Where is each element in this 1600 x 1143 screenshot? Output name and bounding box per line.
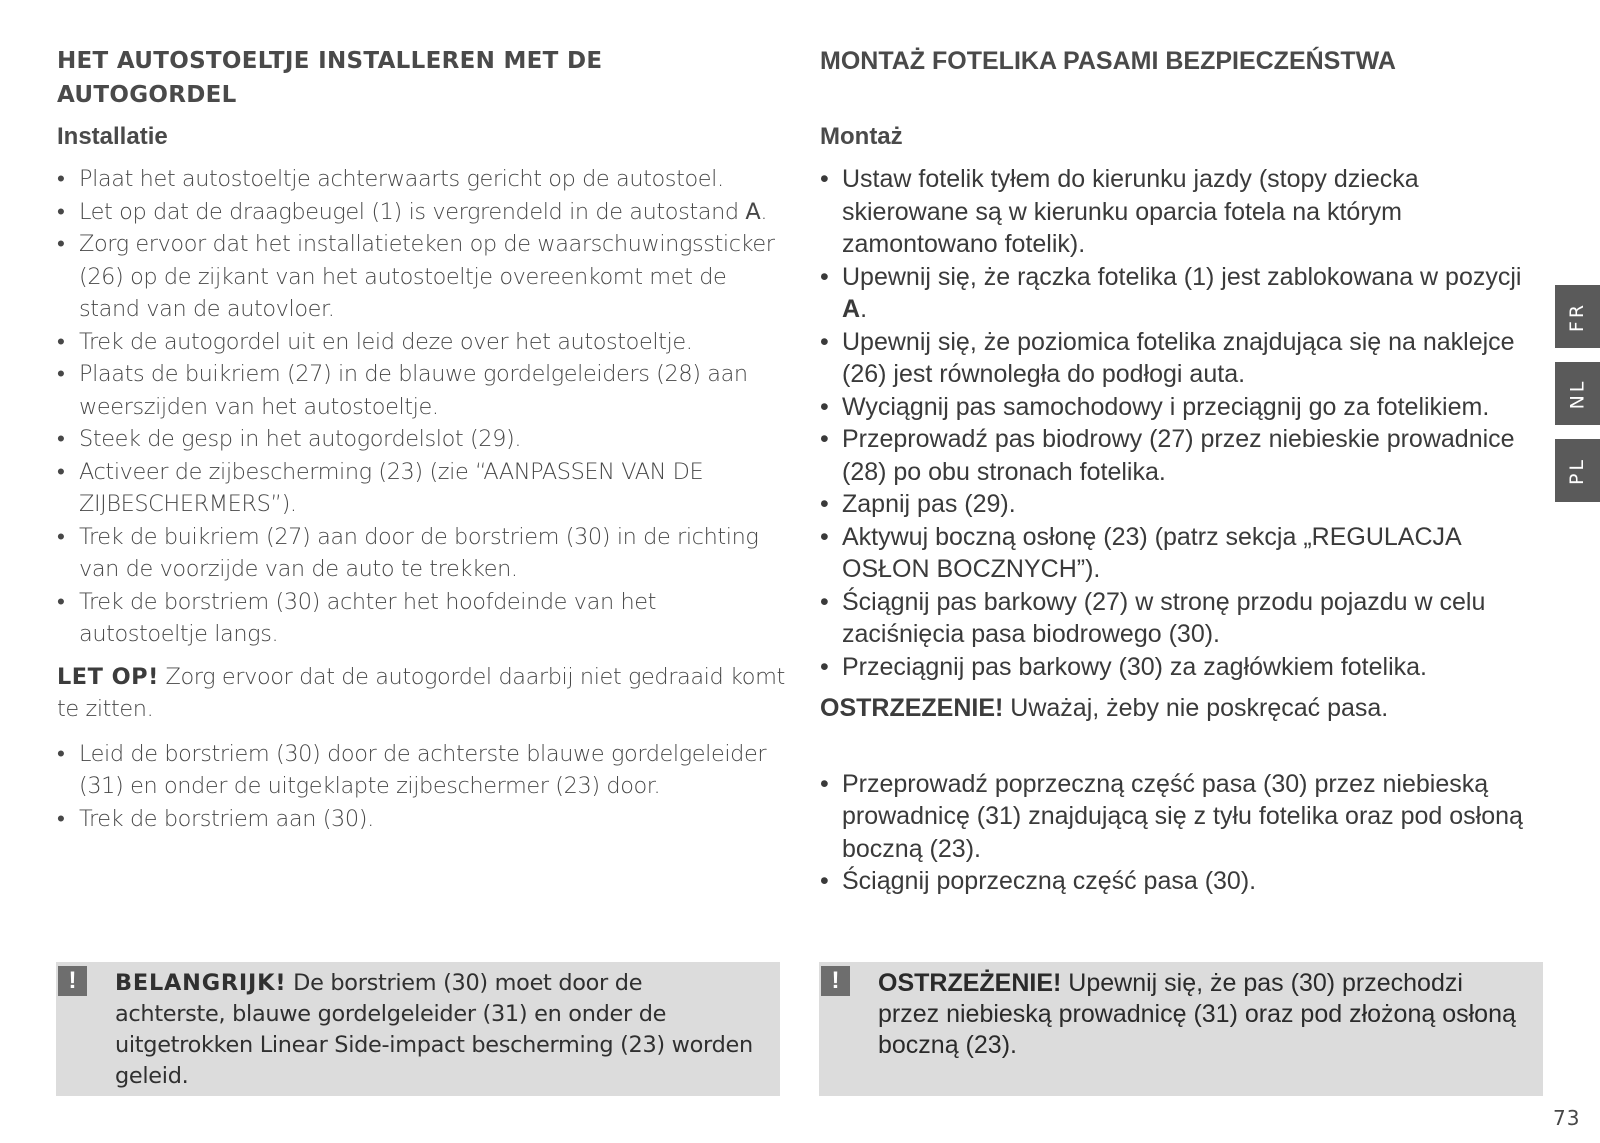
column-dutch (57, 44, 785, 835)
list-item: • Plaats de buikriem (27) in de blauwe gordelgeleiders (28) aan weerszijden van het autostoeltje. (57, 358, 785, 423)
list-item: • Let op dat de draagbeugel (1) is vergrendeld in de autostand A. (57, 196, 785, 229)
exclamation-icon: ! (821, 966, 850, 996)
instructions-list-polish-2 (820, 768, 1540, 898)
list-item: • Steek de gesp in het autogordelslot (29). (57, 423, 785, 456)
warning-note-dutch (57, 661, 785, 726)
subheading-installatie: Installatie (57, 123, 168, 150)
important-body: Upewnij się, że pas (30) przechodzi przez niebieską prowadnicę (31) oraz pod złożoną osłoną boczną (23). (878, 969, 1516, 1059)
list-item: • Ściągnij pas barkowy (27) w stronę przodu pojazdu w celu zaciśnięcia pasa biodrowego (30). (820, 586, 1540, 651)
language-tab-fr (1555, 285, 1600, 348)
list-item: • Przeciągnij pas barkowy (30) za zagłówkiem fotelika. (820, 651, 1540, 684)
language-tab-nl (1555, 362, 1600, 425)
important-box-dutch (56, 962, 780, 1096)
list-item: • Wyciągnij pas samochodowy i przeciągnij go za fotelikiem. (820, 391, 1540, 424)
instructions-list-dutch-2 (57, 738, 785, 836)
list-item: • Trek de buikriem (27) aan door de borstriem (30) in de richting van de voorzijde van de auto te trekken. (57, 521, 785, 586)
list-item: • Trek de borstriem aan (30). (57, 803, 785, 836)
important-text-polish (878, 968, 1517, 1061)
list-item: • Zorg ervoor dat het installatieteken op de waarschuwingssticker (26) op de zijkant van het autostoeltje overeenkomt met de stand van de autovloer. (57, 228, 785, 326)
language-tab-pl (1555, 439, 1600, 502)
exclamation-icon: ! (58, 966, 87, 996)
list-item: • Leid de borstriem (30) door de achterste blauwe gordelgeleider (31) en onder de uitgeklapte zijbeschermer (23) door. (57, 738, 785, 803)
language-tab-label: NL (1566, 378, 1589, 409)
warning-label: LET OP! (57, 663, 159, 690)
list-item: • Zapnij pas (29). (820, 488, 1540, 521)
list-item: • Aktywuj boczną osłonę (23) (patrz sekcja „REGULACJA OSŁON BOCZNYCH”). (820, 521, 1540, 586)
list-item: • Ustaw fotelik tyłem do kierunku jazdy (stopy dziecka skierowane są w kierunku oparcia fotela na którym zamontowano fotelik). (820, 163, 1540, 261)
language-tab-label: FR (1566, 301, 1589, 332)
important-box-polish (819, 962, 1543, 1096)
list-item: • Plaat het autostoeltje achterwaarts gericht op de autostoel. (57, 163, 785, 196)
important-label: BELANGRIJK! (115, 970, 287, 996)
language-tab-label: PL (1566, 456, 1589, 485)
important-body: De borstriem (30) moet door de achterste, blauwe gordelgeleider (31) en onder de uitgetrokken Linear Side-impact bescherming (23) worden geleid. (115, 970, 753, 1089)
list-item: • Activeer de zijbescherming (23) (zie “AANPASSEN VAN DE ZIJBESCHERMERS”). (57, 456, 785, 521)
list-item: • Upewnij się, że poziomica fotelika znajdująca się na naklejce (26) jest równoległa do podłogi auta. (820, 326, 1540, 391)
warning-text: Uważaj, żeby nie poskręcać pasa. (1003, 694, 1389, 722)
list-item: • Upewnij się, że rączka fotelika (1) jest zablokowana w pozycji A. (820, 261, 1540, 326)
important-label: OSTRZEŻENIE! (878, 969, 1062, 997)
important-text-dutch (115, 968, 754, 1092)
warning-note-polish (820, 692, 1540, 725)
section-heading-polish: MONTAŻ FOTELIKA PASAMI BEZPIECZEŃSTWA (820, 47, 1396, 75)
instructions-list-dutch (57, 163, 785, 651)
column-polish (820, 44, 1540, 898)
list-item: • Przeprowadź pas biodrowy (27) przez niebieskie prowadnice (28) po obu stronach fotelika. (820, 423, 1540, 488)
section-heading-dutch: HET AUTOSTOELTJE INSTALLEREN MET DE AUTOGORDEL (57, 48, 603, 108)
list-item: • Przeprowadź poprzeczną część pasa (30) przez niebieską prowadnicę (31) znajdującą się z tyłu fotelika oraz pod osłoną boczną (23). (820, 768, 1540, 866)
subheading-montaz: Montaż (820, 123, 903, 150)
warning-text: Zorg ervoor dat de autogordel daarbij niet gedraaid komt te zitten. (57, 663, 785, 722)
list-item: • Ściągnij poprzeczną część pasa (30). (820, 865, 1540, 898)
list-item: • Trek de autogordel uit en leid deze over het autostoeltje. (57, 326, 785, 359)
warning-label: OSTRZEZENIE! (820, 694, 1004, 722)
list-item: • Trek de borstriem (30) achter het hoofdeinde van het autostoeltje langs. (57, 586, 785, 651)
instructions-list-polish (820, 163, 1540, 683)
page-number: 73 (1553, 1106, 1581, 1130)
